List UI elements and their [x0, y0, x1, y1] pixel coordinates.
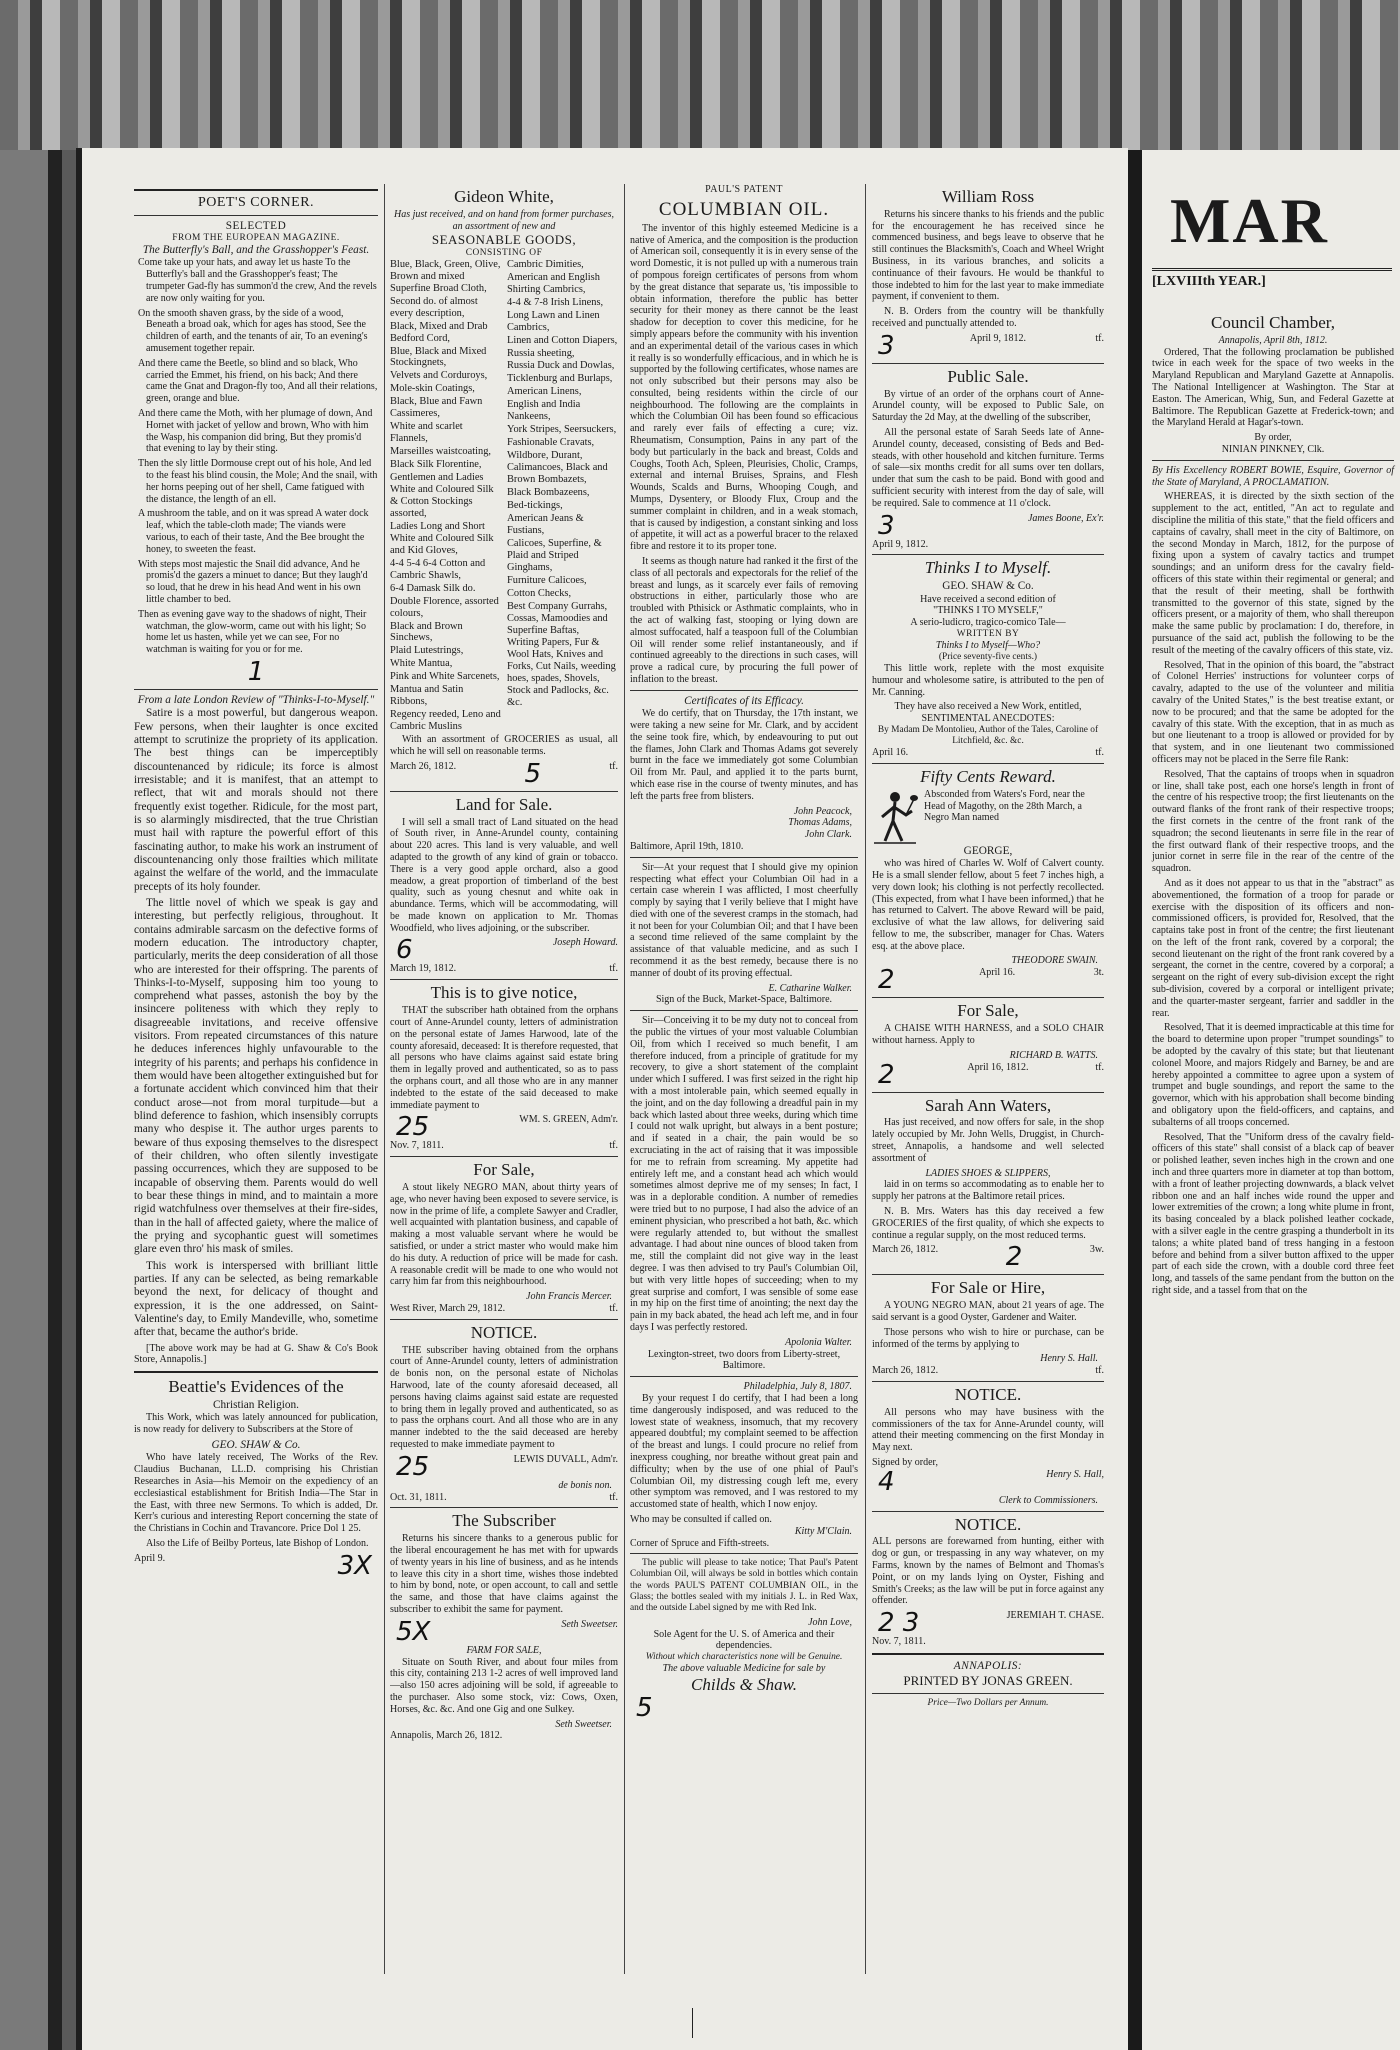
waters-term: 3w. — [1089, 1244, 1104, 1256]
goods-item: Long Lawn and Linen Cambrics, — [507, 309, 600, 333]
hire-body-2: Those persons who wish to hire or purchase, can be informed of the terms by applying to — [872, 1326, 1104, 1350]
land-sale-body: I will sell a small tract of Land situated on the head of South river, in Anne-Arundel county, containing about 220 acres. This land is very valuable, and well adapted to the growth of any kind of grain or tobacco. There is a very good apple orchard, also a good meadow, a great proportion of timberland of the best quality, such as young chesnut and white oak in abundance. Terms, which will be accommodating, will be made known on application to Mr. Thomas Woodfield, who lives adjoining, or the subscriber. — [390, 816, 618, 934]
negro-sale-tf: tf. — [609, 1302, 618, 1314]
council-title: Council Chamber, — [1211, 313, 1335, 332]
gideon-consisting: CONSISTING OF — [465, 247, 543, 258]
handwritten-mark: 5 — [524, 758, 542, 789]
council-body: Ordered, That the following proclamation be published twice in each week for the space of two weeks in the Maryland Republican and Maryland Gazette at Annapolis. The National Intelligencer at Washington. The Star at Easton. The American, Whig, Sun, and Federal Gazette at Baltimore. The Republican Gazette at Frederick-town; and the Maryland Herald at Hagar's-town. — [1152, 346, 1394, 429]
thinks-seller: GEO. SHAW & Co. — [942, 580, 1034, 593]
certificate-date: Baltimore, April 19th, 1810. — [630, 840, 744, 852]
certificate-signer: Kitty M'Clain. — [794, 1525, 852, 1537]
goods-item: 4-4 5-4 6-4 Cotton and Cambric Shawls, — [390, 557, 486, 581]
review-intro: From a late London Review of "Thinks-I-to-Myself." — [137, 693, 375, 706]
reward-term: 3t. — [1093, 967, 1104, 979]
column-3 — [630, 184, 858, 1984]
poem-stanza: A mushroom the table, and on it was spread A water dock leaf, which the table-cloth made; The viands were various, to each of their taste, And the Bee brought the honey, to sweeten the feast. — [138, 508, 369, 555]
column-rule — [384, 184, 385, 1974]
certificate-signer: John Peacock, — [793, 805, 852, 817]
negro-sale-place: West River, March 29, 1812. — [390, 1302, 506, 1314]
columbian-paragraph: It seems as though nature had ranked it the first of the class of all pectorals and expectorals for the relief of the breast and lungs, as it scarcely ever fails of removing obstructions in either, particularly those who are troubled with Pthisick or Asthmatic complaints, who in the act of walking fast, stooping or lying down are almost suffocated, half a teaspoon full of the Columbian Oil will render some relief instantaneously, and if continued agreeably to the directions in such cases, will prove a radical cure, by procuring the full power of inflation to the breast. — [630, 556, 858, 686]
thinks-body: This little work, replete with the most exquisite humour and wholesome satire, is attributed to the pen of Mr. Canning. — [872, 662, 1104, 698]
negro-sale-signer: John Francis Mercer. — [526, 1291, 612, 1303]
duvall-notice-date: Oct. 31, 1811. — [390, 1491, 447, 1503]
columbian-paragraph: The inventor of this highly esteemed Medicine is a native of America, and the composition is the production of American soil, consequently it is in every sense of the word Domestic, it is not pulled up with a numerous train of pompous foreign certificates of persons from whom by the great distance that separate us, 'tis impossible to obtain information, therefore the public has better security for their money as there cannot be the least shadow for deception to cover this medicine, for he simply appears before the community with his invention and an experimental detail of the various cases in which it really is so wonderfully efficacious, and in which he is supported by the following certificates, whose names are not only subscribed but their persons may also be consulted, being residents within the circle of our neighbourhood. The following are the complaints in which the Columbian Oil has been found so efficacious and rarely ever fails of effecting a cure; viz. Rheumatism, Consumption, Pains in any part of the body but particularly in the back and breast, Colds and Coughs, Tooth Ach, Spleen, Pleurisies, Cholic, Cramps, external and internal Bruises, Sprains, and Flesh Wounds, Scalds and Burns, Whooping Cough, and Mumps, Dysentery, or Bloody Flux, Croup and the summer complaint in children, and in a weak stomach, that is caused by indigestion, a constant sinking and loss of appetite, it will act as a powerful bracer to the relaxed fibre and restore it to its proper tone. — [630, 222, 858, 553]
goods-item: Writing Papers, Fur & Wool Hats, Knives and Forks, Cut Nails, weeding hoes, spades, Shovels, Stock and Padlocks, &c. &c. — [507, 637, 616, 709]
beattie-date: April 9. — [134, 1552, 166, 1564]
goods-item: American Jeans & Fustians, — [507, 512, 584, 536]
certificate-signer: John Clark. — [804, 829, 852, 841]
book-edge-top — [0, 0, 1400, 150]
poem-body — [134, 257, 378, 656]
green-notice-signer: WM. S. GREEN, Adm'r. — [519, 1114, 618, 1126]
thinks-line: (Price seventy-five cents.) — [938, 651, 1038, 662]
land-sale-title: Land for Sale. — [455, 794, 553, 814]
goods-item: Second do. of almost every description, — [390, 295, 478, 319]
goods-item: Linen and Cotton Diapers, — [507, 334, 618, 346]
goods-item: Blue, Black and Mixed Stockingnets, — [390, 345, 487, 369]
certificate-text: We do certify, that on Thursday, the 17th instant, we were taking a new seine for Mr. Clark, and by accident the seine took fire, which, by endeavouring to put out the flames, John Clark and Thomas Adams got severely burnt in the face we immediately got some Columbian Oil from Mr. Paul, and applied it to the parts burnt, which ease rise in the course of twenty minutes, and has left the parts free from blisters. — [630, 708, 858, 802]
proclamation-resolved: And as it does not appear to us that in the "abstract" as abovementioned, the formation of a troop for parade or exercise with the disposition of its officers and non-commissioned officers, is provided for, Resolved, that the captains take post in front of the centre; the first lieutenant on the left of the front rank, covered by a corporal; the second lieutenant on the right of the front rank covered by a sergeant, the cornet in the centre, covered by a corporal; a sergeant on the right of every sub-division except the right sub-division, covered by a corporal or intelligent private; and the quarter-master sergeant, farrier and saddler in the rear. — [1152, 877, 1394, 1019]
gideon-items-left — [390, 259, 501, 734]
columbian-warning: Without which characteristics none will be Genuine. — [645, 1652, 843, 1663]
waters-body-2: laid in on terms so accommodating as to enable her to supply her patrons at the Baltimore retail prices. — [872, 1179, 1104, 1203]
beattie-body-2: Who have lately received, The Works of the Rev. Claudius Buchanan, LL.D. comprising his Christian Researches in Asia—his Memoir on the expediency of an ecclesiastical establishment for British India—The Star in the East, with three new Sermons. To which is added, Dr. Kerr's curious and interesting Report concerning the state of the Christians in Cochin and Travancore. Price Dol 1 25. — [134, 1452, 378, 1535]
goods-item: Plaid Lutestrings, — [390, 645, 464, 657]
tax-notice-title: NOTICE. — [954, 1384, 1022, 1404]
ross-body: Returns his sincere thanks to his friends and the public for the encouragement he has received since he commenced business, and begs leave to observe that he still continues the Blacksmith's, Coach and Wheel Wright Business, in its various branches, and solicits a continuance of their favours. He would be thankful to those indebted to him for the last year to make immediate payment, if convenient to them. — [872, 208, 1104, 303]
poem-stanza: Come take up your hats, and away let us haste To the Butterfly's ball and the Grasshopper's feast; The trumpeter Gad-fly has summon'd the crew, And the revels are now only waiting for you. — [138, 257, 377, 304]
handwritten-mark: 25 — [396, 1112, 430, 1143]
handwritten-mark: 1 — [247, 656, 265, 687]
hire-body: A YOUNG NEGRO MAN, about 21 years of age. The said servant is a good Oyster, Gardener and Waiter. — [872, 1300, 1104, 1323]
green-notice-title: This is to give notice, — [430, 983, 578, 1003]
columbian-sold: The above valuable Medicine for sale by — [662, 1663, 826, 1675]
goods-item: White and scarlet Flannels, — [390, 421, 463, 445]
thinks-date: April 16. — [872, 747, 909, 759]
review-paragraph: Satire is a most powerful, but dangerous weapon. Few persons, when their laughter is once excited attempt to scrutinize the propriety of its application. The best things can be imperceptibly discountenanced by ridicule; its force is almost irresistable; and it is manifest, that an attempt to reflect, that wit and morals should not there frequently exist together. Ridicule, for the most part, is so alarmingly misdirected, that the true Christian must hail with rapture the powerful effort of this fascinating author, to make his work an instrument of discountenancing only those frailties which militate against the welfare of the world, and the immaculate precepts of its holy founder. — [134, 707, 378, 893]
waters-body: Has just received, and now offers for sale, in the shop lately occupied by Mr. John Wells, Druggist, in Church-street, Annapolis, a handsome and well selected assortment of — [872, 1117, 1104, 1164]
waters-item: LADIES SHOES & SLIPPERS, — [925, 1167, 1051, 1179]
gideon-intro: Has just received, and on hand from former purchases, an assortment of new and — [394, 208, 614, 232]
thinks-title: Thinks I to Myself. — [924, 558, 1052, 578]
handwritten-mark: 2 — [878, 1059, 895, 1090]
column-next-page — [1152, 310, 1394, 1300]
goods-item: Blue, Black, Green, Olive, Brown and mixed Superfine Broad Cloth, — [390, 258, 501, 294]
handwritten-mark: 6 — [396, 935, 413, 966]
certificate-signer: E. Catharine Walker. — [768, 982, 852, 994]
chase-notice-date: Nov. 7, 1811. — [872, 1636, 926, 1648]
thinks-line: A serio-ludicro, tragico-comico Tale— — [910, 617, 1066, 629]
column-2 — [390, 184, 618, 1984]
column-rule — [624, 184, 625, 1974]
hire-title: For Sale or Hire, — [930, 1278, 1046, 1298]
poem-stanza: Then the sly little Dormouse crept out of his hole, And led to the feast his blind cousin, the Mole; And the snail, with her horns peeping out of her shell, Came fatigued with the distance, the length of an ell. — [138, 458, 378, 505]
goods-item: Gentlemen and Ladies White and Coloured Silk & Cotton Stockings assorted, — [390, 472, 494, 519]
handwritten-mark: 2 — [1005, 1242, 1023, 1273]
handwritten-mark: 2 3 — [878, 1608, 920, 1639]
ross-tf: tf. — [1095, 332, 1104, 344]
column-1 — [134, 184, 378, 1984]
certificate-note: Who may be consulted if called on. — [630, 1513, 772, 1525]
hire-signer: Henry S. Hall. — [1040, 1353, 1098, 1365]
council-signer: NINIAN PINKNEY, Clk. — [1221, 444, 1325, 456]
goods-item: Furniture Calicoes, — [507, 574, 587, 586]
gideon-tf: tf. — [609, 760, 618, 772]
goods-item: Regency reeded, Leno and Cambric Muslins — [390, 709, 501, 733]
certificate-text: Sir—At your request that I should give my opinion respecting what effect your Columbian Oil had in a certain case wherein I was afflicted, I most cheerfully comply by saying that I verily believe that I might have died with one of the severest cramps in the stomach, had it not been for your Columbian Oil; and that I have been a second time relieved of the same complaint by the assistance of that valuable medicine, and as such I recommend it as the best remedy, because there is no manner of doubt of its proving effectual. — [630, 861, 858, 979]
thinks-line: Thinks I to Myself—Who? — [935, 640, 1041, 652]
goods-item: Marseilles waistcoating, — [390, 446, 491, 458]
goods-item: American and English Shirting Cambrics, — [507, 271, 600, 295]
sweetser-signer: Seth Sweetser. — [561, 1618, 618, 1630]
beattie-subtitle: Christian Religion. — [213, 1399, 299, 1412]
public-sale-body-2: All the personal estate of Sarah Seeds late of Anne-Arundel county, deceased, consisting of Beds and Bed-steads, with other household and kitchen furniture. Terms of sale—six months credit for all sums over ten dollars, under that sum the cash to be paid. Bond with good and sufficient security with interest from the day of sale, will be required. Sale to commence at 11 o'clock. — [872, 427, 1104, 509]
green-notice-tf: tf. — [609, 1140, 618, 1152]
gideon-items-right — [507, 259, 618, 734]
certificate-place: Sign of the Buck, Market-Space, Baltimore. — [655, 994, 833, 1006]
chaise-signer: RICHARD B. WATTS. — [1009, 1049, 1098, 1061]
goods-item: Wildbore, Durant, Calimancoes, Black and Brown Bombazets, — [507, 450, 608, 486]
column-rule — [865, 184, 866, 1974]
public-sale-body: By virtue of an order of the orphans court of Anne-Arundel county, will be exposed to Public Sale, on Saturday the 2d May, at the dwelling of the subscriber, — [872, 388, 1104, 424]
farm-sale-date: Annapolis, March 26, 1812. — [390, 1730, 503, 1742]
tax-notice-body: All persons who may have business with the commissioners of the tax for Anne-Arundel county, will attend their meeting commencing on the first Monday in May next. — [872, 1406, 1104, 1454]
land-sale-tf: tf. — [609, 963, 618, 975]
page-gutter — [1128, 150, 1142, 2050]
land-sale-date: March 19, 1812. — [390, 963, 457, 975]
public-sale-signer: James Boone, Ex'r. — [1027, 512, 1104, 524]
reward-body: Absconded from Waters's Ford, near the Head of Magothy, on the 28th March, a Negro Man named — [924, 788, 1085, 824]
goods-item: Double Florence, assorted colours, — [390, 595, 499, 619]
chase-notice-title: NOTICE. — [954, 1514, 1022, 1534]
goods-item: Mole-skin Coatings, — [390, 383, 475, 395]
chaise-tf: tf. — [1095, 1061, 1104, 1073]
columbian-header: PAUL'S PATENT — [705, 184, 783, 195]
certificate-signer: Thomas Adams, — [788, 817, 852, 829]
poem-stanza: With steps most majestic the Snail did advance, And he promis'd the gazers a minuet to dance; But they laugh'd so loud, that he drew in his head And went in his own little chamber to bed. — [138, 558, 368, 605]
goods-item: Mantua and Satin Ribbons, — [390, 684, 464, 708]
thinks-tf: tf. — [1095, 747, 1104, 759]
thinks-line: SENTIMENTAL ANECDOTES: — [921, 713, 1055, 725]
duvall-notice-tf: tf. — [609, 1491, 618, 1503]
goods-item: Ticklenburg and Burlaps, — [507, 373, 613, 385]
goods-item: White Mantua, — [390, 658, 453, 670]
beattie-body-3: Also the Life of Beilby Porteus, late Bishop of London. — [146, 1537, 369, 1549]
sweetser-body: Returns his sincere thanks to a generous public for the liberal encouragement he has met with for upwards of twenty years in his line of business, and as he intends to leave this city in a short time, wishes those indebted to him by bond, note, or open account, to call and settle the same, and those that have claims against the subscriber to exhibit the same for payment. — [390, 1533, 618, 1615]
negro-sale-body: A stout likely NEGRO MAN, about thirty years of age, who never having been exposed to severe service, is now in the prime of life, a complete Sawyer and Cradler, well acquainted with plantation business, and capable of making a most valuable servant where he would be satisfied, or under a strict master who would make him do his duty. A reduction of price will be made for cash. A reasonable credit will be made to one who would not carry him far from this neighbourhood. — [390, 1181, 618, 1288]
reward-signer: THEODORE SWAIN. — [1011, 955, 1098, 967]
proclamation-body: WHEREAS, it is directed by the sixth section of the supplement to the act, entitled, "An act to regulate and discipline the militia of this state," that the field officers and captains of cavalry, shall meet in the city of Baltimore, on the second Monday in March, 1812, for the purpose of fixing upon a system of cavalry tactics and trumpet soundings; and an uniform dress for the cavalry field-officers of this state within their regimental or general; and that the result of their meeting, shall be forthwith transmitted to the governor of this state, signed by the officers present, or a majority of them, who shall thereupon make the same public by proclamation: I do, therefore, in pursuance of the said act, publish the following to be the result of the meeting of the cavalry officers of this state, viz. — [1152, 491, 1394, 656]
thinks-line: By Madam De Montolieu, Author of the Tales, Caroline of Litchfield, &c. &c. — [877, 724, 1099, 747]
goods-item: Velvets and Corduroys, — [390, 370, 488, 382]
columbian-agent: Sole Agent for the U. S. of America and their dependencies. — [653, 1628, 835, 1652]
ross-title: William Ross — [941, 187, 1035, 206]
certificate-place: Corner of Spruce and Fifth-streets. — [630, 1537, 770, 1549]
masthead-fragment: MAR — [1170, 185, 1329, 256]
handwritten-mark: 3X — [337, 1550, 372, 1581]
green-notice-body: THAT the subscriber hath obtained from the orphans court of Anne-Arundel county, letters of administration on the personal estate of James Harwood, late of the county aforesaid, deceased: It is therefore requested, that all persons who have claims against said estate bring them in legally proved and authenticated, so as to pass the orphans court, and all those who are in any manner indebted to the estate of the said deceased to make immediate payment to — [390, 1005, 618, 1111]
binding — [0, 150, 62, 2050]
proclamation-resolved: Resolved, That the "Uniform dress of the cavalry field-officers of this state" shall consist of a black cap of beaver or polished leather, seven inches high in the crown and one inch and three quarters more in diameter at top than bottom, with a front of leather projecting downwards, a black velvet ribbon one and an half inches wide round the upper and lower extremities of the crown; a long white plume in front, its basing concealed by a black polished leather cockade, with a silver eagle in the centre grasping a thunderbolt in its talons; a white plated band of tress hanging in a festoon before and behind from a silver button affixed to the upper part of each side the crown, with a double cord three feet long, and tassels of the same pendant from the button on the right side, and a tassel from that on the — [1152, 1131, 1394, 1296]
hire-date: March 26, 1812. — [872, 1365, 939, 1377]
sweetser-title: The Subscriber — [452, 1511, 556, 1531]
goods-item: Black Bombazeens, — [507, 487, 590, 499]
handwritten-mark: 5 — [636, 1693, 653, 1724]
gideon-groceries: With an assortment of GROCERIES as usual, all which he will sell on reasonable terms. — [390, 734, 618, 757]
review-paragraph: This work is interspersed with brilliant little parties. If any can be selected, as being remarkable beyond the next, for delicacy of thought and expression, it is the one addressed, on Saint-Valentine's day, to Emily Mandeville, who, sometime after that, became the author's bride. — [134, 1259, 378, 1339]
farm-sale-title: FARM FOR SALE, — [466, 1644, 542, 1656]
poem-stanza: And there came the Moth, with her plumage of down, And Hornet with jacket of yellow and brown, Who with him the Wasp, his companion did bring, But they promis'd that evening to lay by their sting. — [138, 408, 373, 455]
chaise-date: April 16, 1812. — [967, 1061, 1029, 1073]
beattie-body: This Work, which was lately announced for publication, is now ready for delivery to Subscribers at the Store of — [134, 1412, 378, 1436]
poem-stanza: Then as evening gave way to the shadows of night, Their watchman, the glow-worm, came out with his light; So home let us hasten, while yet we can see, For no watchman is waiting for you or for me. — [138, 608, 367, 656]
handwritten-mark: 5X — [396, 1616, 431, 1647]
goods-item: Pink and White Sarcenets, — [390, 671, 500, 683]
goods-item: 6-4 Damask Silk do. — [390, 582, 476, 594]
handwritten-mark: 3 — [878, 510, 895, 541]
gideon-goods: SEASONABLE GOODS, — [431, 232, 577, 248]
handwritten-mark: 2 — [878, 965, 895, 996]
land-sale-signer: Joseph Howard. — [552, 937, 618, 949]
goods-item: Black, Mixed and Drab Bedford Cord, — [390, 320, 488, 344]
proclamation-resolved: Resolved, That the captains of troops when in squadron or line, shall take post, each one horse's length in front of the centre of his respective troop; the first lieutenants on the outward flanks of the front rank of their respective troops; the first cornets in the centre of the front rank of the squadron; the second lieutenants in serre file in the rear of the first outward flank of their respective troops, and the junior cornet in serre file in the rear of the centre of the squadron. — [1152, 768, 1394, 875]
duvall-notice-signer: LEWIS DUVALL, Adm'r. — [513, 1453, 618, 1465]
next-page-edge — [1142, 150, 1400, 2050]
reward-date: April 16. — [979, 967, 1016, 979]
beattie-seller: GEO. SHAW & Co. — [211, 1439, 301, 1452]
proclamation-resolved: Resolved, That in the opinion of this board, the "abstract of Colonel Herries' instructions for volunteer corps of cavalry, adapted to the use of the volunteer and militia cavalry of the United States," is the best treatise extant, or now to be procured; and that the same be adopted for the cavalry of this state. With the exception, that in as much as but one lieutenant to a troop is allowed or provided for by that system, and in one lieutenant two commissioned officers may not be placed in the Serre file Rank: — [1152, 659, 1394, 765]
goods-item: Russia Duck and Dowlas, — [507, 360, 615, 372]
goods-item: 4-4 & 7-8 Irish Linens, — [507, 296, 604, 308]
waters-date: March 26, 1812. — [872, 1244, 939, 1256]
gideon-title: Gideon White, — [454, 187, 554, 206]
goods-item: Best Company Gurrahs, Cossas, Mamoodies and Superfine Baftas, — [507, 600, 608, 636]
page-fold-mark — [692, 2008, 693, 2038]
goods-item: Ladies Long and Short White and Coloured Silk and Kid Gloves, — [390, 520, 494, 556]
proclamation-intro: By His Excellency ROBERT BOWIE, Esquire, Governor of the State of Maryland, A PROCLAMATION. — [1152, 464, 1394, 488]
poem-source: FROM THE EUROPEAN MAGAZINE. — [172, 233, 340, 244]
chaise-body: A CHAISE WITH HARNESS, and a SOLO CHAIR without harness. Apply to — [872, 1023, 1104, 1046]
council-order: By order, — [1254, 432, 1292, 444]
volume-year: [LXVIIIth YEAR.] — [1152, 274, 1266, 289]
handwritten-mark: 25 — [396, 1451, 430, 1482]
goods-item: Russia sheeting, — [507, 347, 575, 359]
certificates-title: Certificates of its Efficacy. — [684, 694, 804, 707]
handwritten-mark: 4 — [878, 1466, 895, 1497]
selected-label: SELECTED — [225, 219, 287, 232]
certificate-text: By your request I do certify, that I had been a long time dangerously indisposed, and was reduced to the lowest state of weakness, insomuch, that my recovery appeared doubtful; my complaint seemed to be affection of the breast and lungs. I could procure no relief from inexpress coughing, nor breathe without great pain and difficulty; when by the use of one phial of Paul's Columbian Oil, my distressing cough left me, every other symptom was removed, and I was restored to my accustomed state of health, which I now enjoy. — [630, 1392, 858, 1511]
goods-item: Black and Brown Sinchews, — [390, 620, 463, 644]
reward-title: Fifty Cents Reward. — [920, 766, 1056, 786]
duvall-notice-body: THE subscriber having obtained from the orphans court of Anne-Arundel county, letters of administration de bonis non, on the personal estate of Nicholas Harwood, late of the county aforesaid deceased, all persons having claims against said estate are requested to bring them in legally proved and authenticated, so as to pass the orphans court. And all those who are in any manner indebted to the the said deceased are hereby requested to make immediate payment to — [390, 1344, 618, 1450]
columbian-public-notice: The public will please to take notice; That Paul's Patent Columbian Oil, will always be sold in bottles which contain the words PAUL'S PATENT COLUMBIAN OIL, in the Glass; the bottles sealed with my initials J. L. in Red Wax, and the outside Label signed by me with Red Ink. — [630, 1558, 858, 1613]
review-note: [The above work may be had at G. Shaw & Co's Book Store, Annapolis.] — [134, 1342, 378, 1366]
poets-corner-title: POET'S CORNER. — [197, 195, 315, 210]
poem-title: The Butterfly's Ball, and the Grasshopper's Feast. — [142, 244, 370, 257]
green-notice-date: Nov. 7, 1811. — [390, 1140, 444, 1152]
goods-item: Cotton Checks, — [507, 587, 572, 599]
poem-stanza: On the smooth shaven grass, by the side of a wood, Beneath a broad oak, which for ages has stood, See the children of earth, and the tenants of air, To an evening's amusement together repair. — [138, 307, 368, 355]
thinks-line: They have also received a New Work, entitled, — [894, 701, 1082, 713]
columbian-title: COLUMBIAN OIL. — [658, 198, 830, 220]
handwritten-mark: 3 — [878, 330, 895, 361]
columbian-sold-by: Childs & Shaw. — [691, 1675, 797, 1695]
certificate-date: Philadelphia, July 8, 1807. — [743, 1381, 852, 1393]
public-sale-date: April 9, 1812. — [872, 538, 929, 550]
beattie-title: Beattie's Evidences of the — [168, 1377, 344, 1397]
imprint-place: ANNAPOLIS: — [953, 1660, 1023, 1672]
column-4 — [872, 184, 1104, 1984]
imprint-price: Price—Two Dollars per Annum. — [927, 1697, 1049, 1708]
duvall-notice-title: NOTICE. — [470, 1322, 538, 1342]
goods-item: Calicoes, Superfine, & Plaid and Striped Ginghams, — [507, 537, 602, 573]
gideon-item-list — [390, 259, 618, 734]
newspaper-page — [76, 148, 1128, 2050]
imprint-printer: PRINTED BY JONAS GREEN. — [903, 1673, 1073, 1689]
reward-name: GEORGE, — [963, 844, 1013, 857]
negro-sale-title: For Sale, — [473, 1160, 535, 1180]
goods-item: Black Silk Florentine, — [390, 459, 482, 471]
thinks-line: "THINKS I TO MYSELF," — [933, 605, 1043, 617]
goods-item: Black, Blue and Fawn Cassimeres, — [390, 396, 483, 420]
hire-tf: tf. — [1095, 1365, 1104, 1377]
chase-notice-signer: JEREMIAH T. CHASE. — [1006, 1610, 1104, 1622]
thinks-line: WRITTEN BY — [956, 628, 1020, 639]
tax-notice-role: Clerk to Commissioners. — [998, 1494, 1098, 1506]
chaise-title: For Sale, — [957, 1001, 1019, 1021]
tax-notice-signed: Signed by order, — [872, 1456, 938, 1468]
poem-stanza: And there came the Beetle, so blind and so black, Who carried the Emmet, his friend, on his back; And there came the Gnat and Dragon-fly too, And all their relations, green, orange and blue. — [138, 357, 378, 405]
certificate-signer: Apolonia Walter. — [785, 1336, 852, 1348]
tax-notice-signer: Henry S. Hall, — [1046, 1468, 1104, 1480]
review-paragraph: The little novel of which we speak is gay and interesting, but perfectly religious, throughout. It contains admirable sarcasm on the defective forms of modern education. The introductory chapter, particularly, merits the deep consideration of all those who are interested for their offspring. The parents of Thinks-I-to-Myself, supposing him too young to comprehend what passes, astonish the boy by the insincere politeness with which they reply to disagreeable invitations, and receive offensive visitors. From repeated circumstances of this nature he deduces inferences highly unfavourable to the integrity of his parents; and perhaps his confidence in them would have been altogether extinguished but for a fortunate accident which convinced him that their conduct arose—not from moral turpitude—but a blind deference to fashion, which insensibly corrupts many who despise it. The author urges parents to beware of thus exposing themselves to the disrespect of their children, who often silently investigate passing occurrences, which they are supposed to be incapable of observing them. Parents would do well to bear these things in mind, and to maintain a more rigid watchfulness over themselves at their fire-sides, than in the hall of affected gaiety, where the malice of the prying and sycophantic guest will sometimes glare even thro' his mask of smiles. — [134, 896, 378, 1256]
certificate-place: Lexington-street, two doors from Liberty-street, Baltimore. — [647, 1348, 841, 1372]
duvall-notice-signer-2: de bonis non. — [558, 1479, 612, 1491]
goods-item: Cambric Dimities, — [507, 258, 584, 270]
thinks-line: Have received a second edition of — [920, 593, 1056, 605]
certificate-text: Sir—Conceiving it to be my duty not to conceal from the public the virtues of your most valuable Columbian Oil, from which I received so much benefit, I am therefore induced, from a principle of gratitude for my recovery, to give a short statement of the complaint under which I suffered. I was first seized in the right hip with a most intolerable pain, which seemed equally in the joint, and on the day following a dreadful pain in my back which lasted about three weeks, during which time I could not walk upright, but always in a bent posture; and if seated in a chair, the pain would be so excruciating in the act of raising that it was impossible for me to refrain from screaming. My appetite had entirely left me, and a constant head ach which would sometimes almost deprive me of my senses; In fact, I was in a deplorable condition. A number of remedies were tried but to no purpose, I had also the advice of an eminent physician, who prescribed a hot bath, &c. which were regularly attended to, but without the smallest advantage. I had about nine ounces of blood taken from me, still the complaint did not give way in the least degree. I was then advised to try Paul's Columbian Oil, but with very little hopes of succeeding; when to my great surprise and comfort, I was sensible of some ease in my hip on the first time of anointing; the next day the pain in my back abated, the head ach left me, and in four days I was perfectly restored. — [630, 1015, 858, 1333]
goods-item: Fashionable Cravats, — [507, 437, 595, 449]
reward-body-2: who was hired of Charles W. Wolf of Calvert county. He is a small slender fellow, about 5 feet 7 inches high, a very down look; his clothing is not perfectly recollected. (This expected, from what I have been informed,) that he has returned to Calvert. The above Reward will be paid, exclusive of what the law allows, for delivering said fellow to me, the subscriber, manager for Chas. Waters esq. at the above place. — [872, 858, 1104, 952]
farm-sale-signer: Seth Sweetser. — [555, 1718, 612, 1730]
public-sale-title: Public Sale. — [947, 366, 1029, 386]
goods-item: York Stripes, Seersuckers, — [507, 424, 617, 436]
runaway-figure-icon — [872, 789, 918, 845]
waters-title: Sarah Ann Waters, — [924, 1095, 1052, 1115]
columbian-agent-name: John Love, — [808, 1616, 852, 1628]
goods-item: Bed-tickings, — [507, 499, 563, 511]
farm-sale-body: Situate on South River, and about four miles from this city, containing 213 1-2 acres of well improved land—also 150 acres adjoining will be sold, if agreeable to the purchaser. Also some stock, viz: Cows, Oxen, Horses, &c. &c. And one Gig and one Sulkey. — [390, 1656, 618, 1715]
waters-nb: N. B. Mrs. Waters has this day received a few GROCERIES of the first quality, of which she expects to continue a regular supply, on the most reduced terms. — [872, 1205, 1104, 1241]
ross-nb: N. B. Orders from the country will be thankfully received and punctually attended to. — [872, 306, 1104, 330]
ross-date: April 9, 1812. — [969, 332, 1027, 344]
chase-notice-body: ALL persons are forewarned from hunting, either with dog or gun, or trespassing in any way whatever, on my Farms, known by the names of Belmont and Thomas's Point, or on my lands lying on Oyster, Fishing and Smith's Creeks; as the law will be put in force against any offender. — [872, 1536, 1104, 1607]
gideon-date: March 26, 1812. — [390, 760, 457, 772]
goods-item: English and India Nankeens, — [507, 399, 581, 423]
goods-item: American Linens, — [507, 386, 582, 398]
council-date: Annapolis, April 8th, 1812. — [1218, 334, 1328, 346]
proclamation-resolved: Resolved, That it is deemed impracticable at this time for the board to determine upon proper "trumpet soundings" to be adopted by the cavalry of this state; but that lieutenant colonel Moore, and majors Ridgely and Barney, be and are hereby appointed a committee to agree upon a system of trumpet and bugle soundings, and report the same to the governor, which with his approbation shall become binding and obligatory upon the field-officers, and captains, and subalterns of all troops concerned. — [1152, 1022, 1394, 1128]
